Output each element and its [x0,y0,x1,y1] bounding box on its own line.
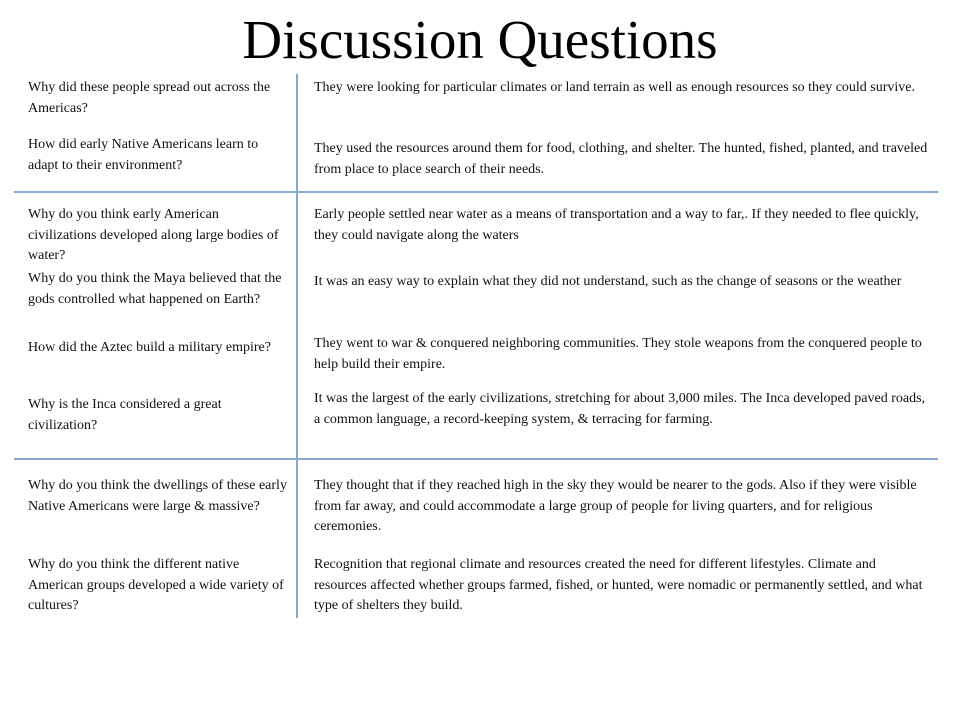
question-text: How did early Native Americans learn to adapt to their environment? [28,137,259,173]
question-text: Why do you think the Maya believed that the gods controlled what happened on Earth? [28,271,282,307]
question-text: Why do you think early American civilizations developed along large bodies of water? [28,207,279,263]
question-text: Why do you think the different native American groups developed a wide variety of cultures? [28,557,284,613]
answer-text: Early people settled near water as a means of transportation and a way to far,. If they needed to flee quickly, they could navigate along the waters [314,207,919,243]
question-text: Why do you think the dwellings of these early Native Americans were large & massive? [28,478,287,514]
page-title: Discussion Questions [242,9,718,70]
answer-text: They used the resources around them for food, clothing, and shelter. The hunted, fished, planted, and traveled from place to place search of their needs. [314,141,928,177]
answer-text: It was an easy way to explain what they did not understand, such as the change of seasons or the weather [314,274,902,289]
question-text: Why did these people spread out across the Americas? [28,80,271,116]
answer-text: They thought that if they reached high in the sky they would be nearer to the gods. Also if they were visible from far away, and could accommodate a large group of people for living quarters, and for religious ceremonies. [314,478,917,534]
section-divider [14,191,938,193]
answer-text: Recognition that regional climate and resources created the need for different lifestyles. Climate and resources affected whether groups farmed, fished, or hunted, were nomadic or permanently settled, and what type of shelters they build. [314,557,923,613]
section-divider [14,458,938,460]
question-text: How did the Aztec build a military empire? [28,340,271,355]
question-text: Why is the Inca considered a great civilization? [28,397,222,433]
answer-text: It was the largest of the early civilizations, stretching for about 3,000 miles. The Inca developed paved roads, a common language, a record-keeping system, & terracing for farming. [314,391,926,427]
answer-text: They went to war & conquered neighboring communities. They stole weapons from the conquered people to help build their empire. [314,336,922,372]
answer-text: They were looking for particular climates or land terrain as well as enough resources so they could survive. [314,80,916,95]
column-divider [296,74,298,618]
